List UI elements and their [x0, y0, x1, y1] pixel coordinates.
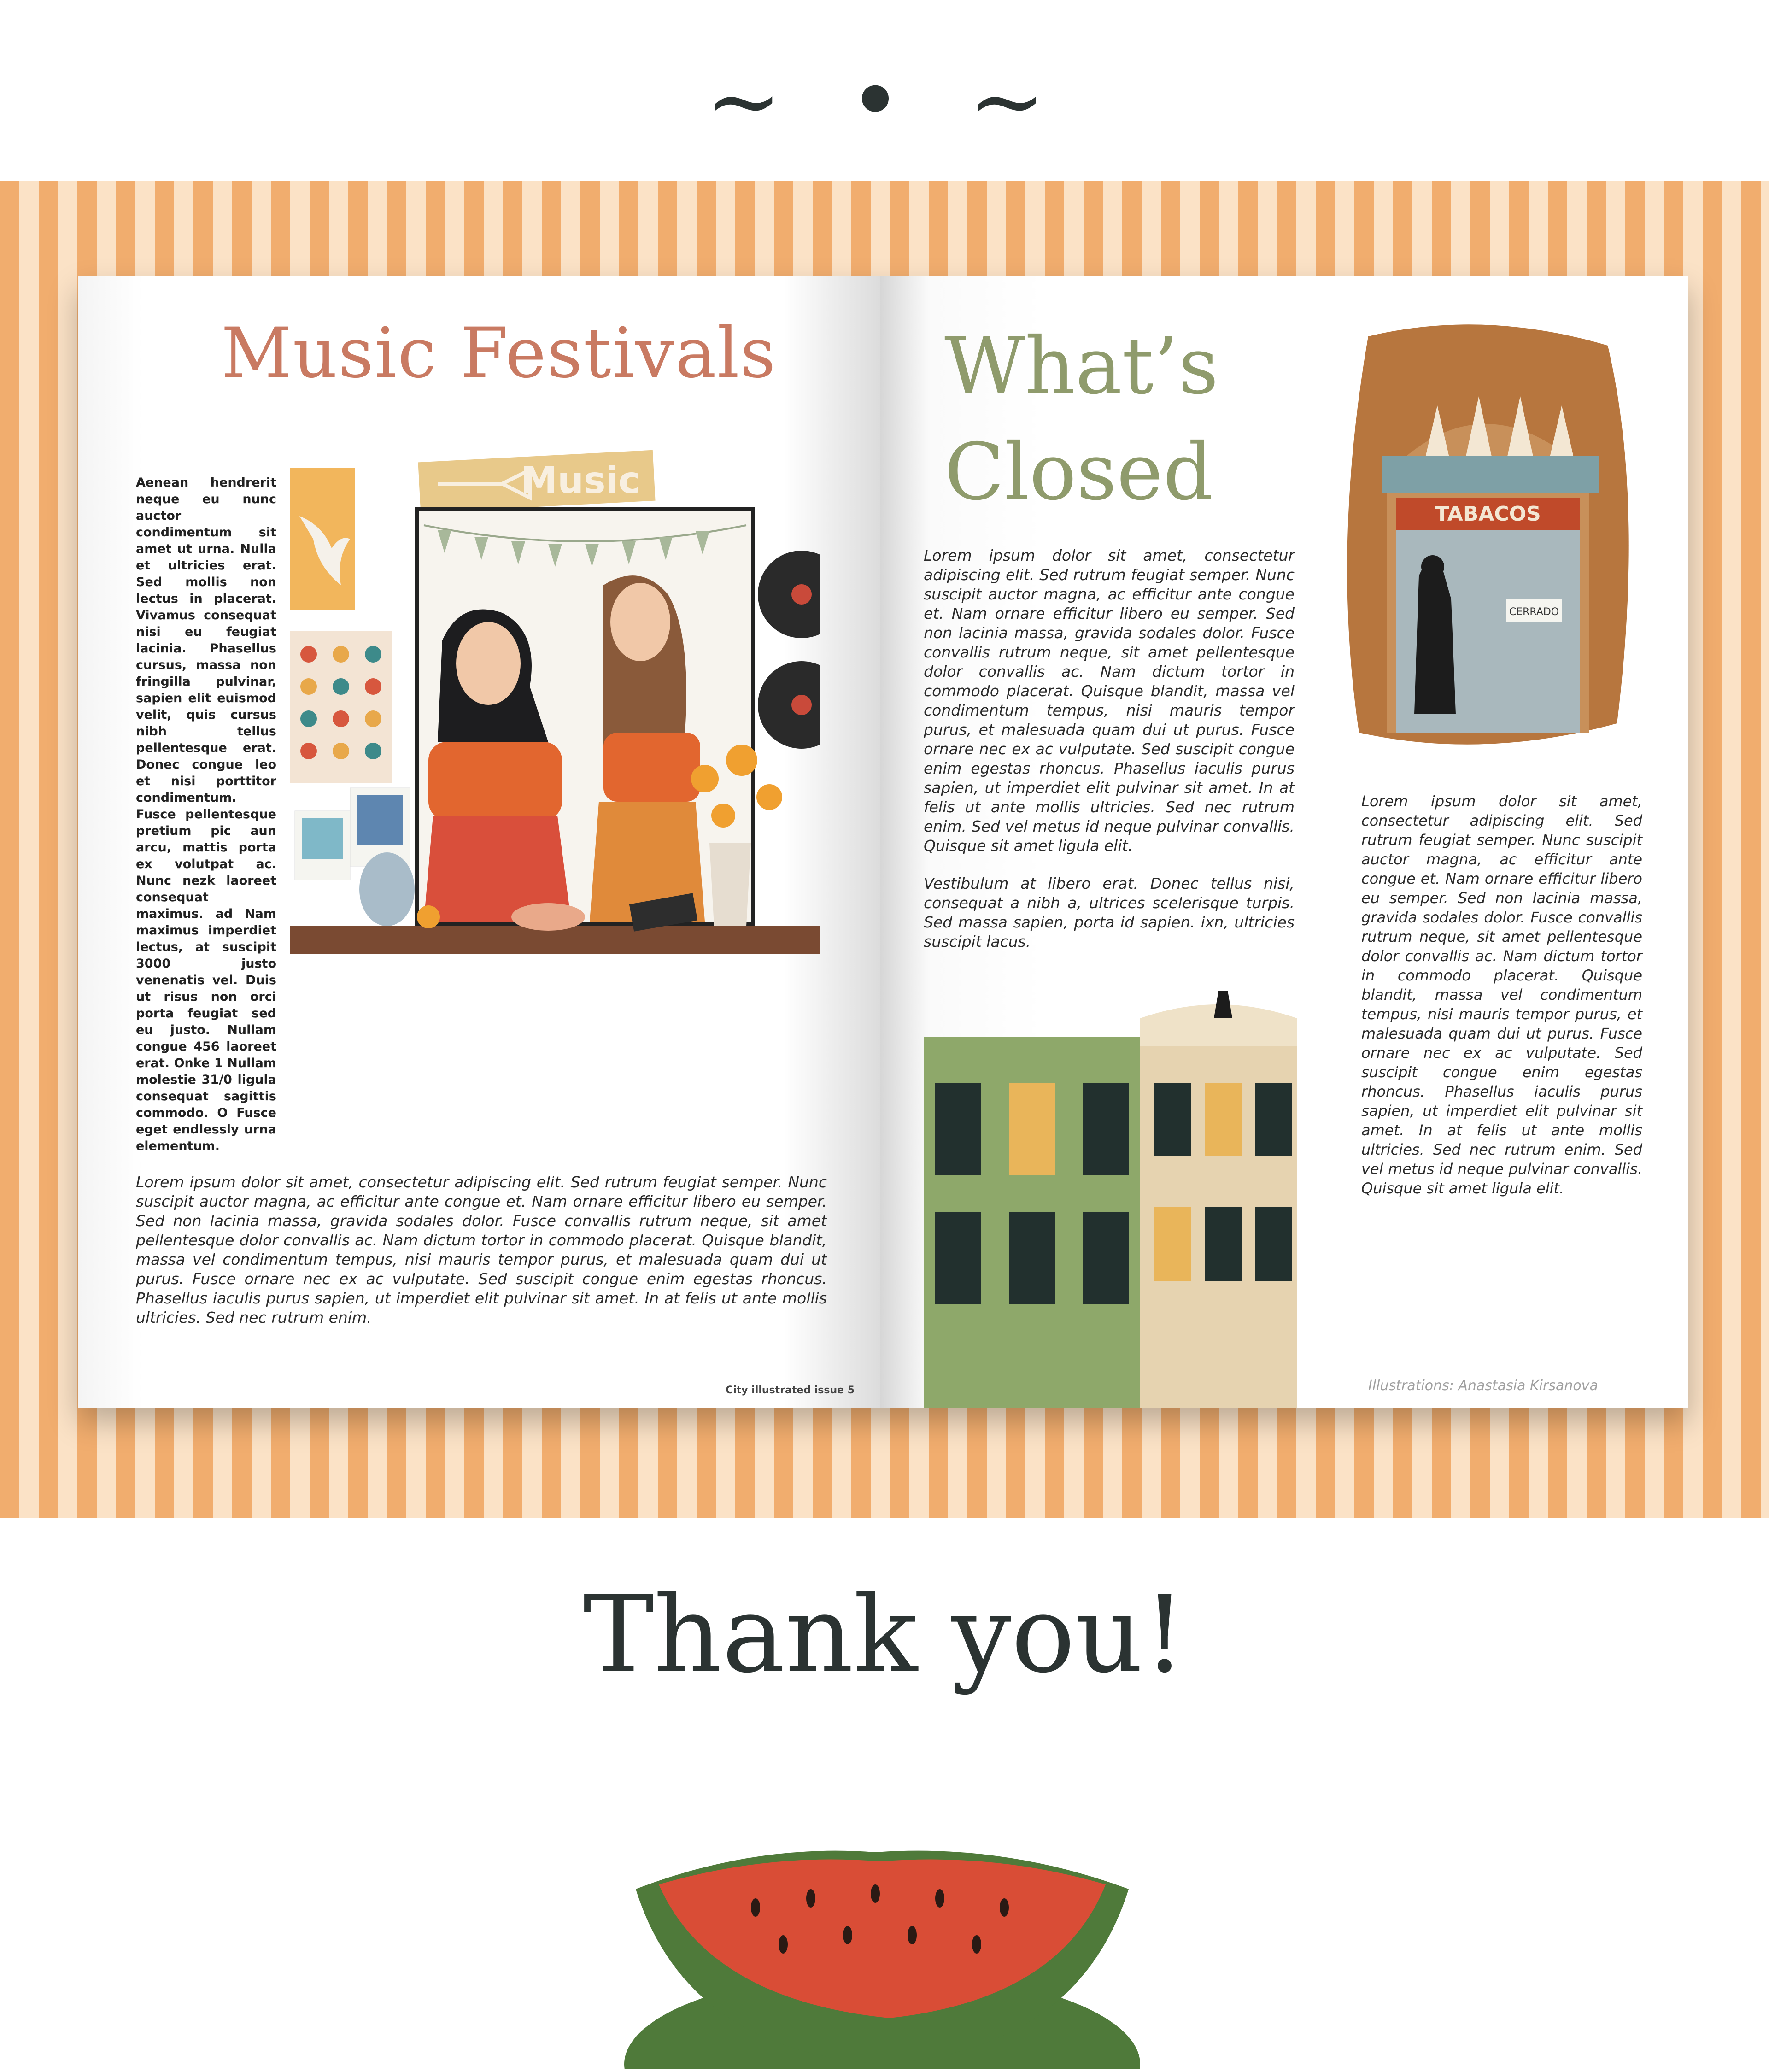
page-title-whats-closed	[944, 313, 1313, 525]
festival-illustration	[290, 447, 820, 963]
right-side-text: Lorem ipsum dolor sit amet, consectetur adipiscing elit. Sed rutrum feugiat semper. Nunc suscipit auctor magna, ac efficitur ante congue et. Nam ornare efficitur libero eu semper. Sed non lacinia massa, gravida sodales dolor. Fusce convallis rutrum neque, sit amet pellentesque dolor convallis ac. Nam dictum tortor in commodo placerat. Quisque blandit, massa vel condimentum tempus, nisi mauris tempor purus, et malesuada quam dui ut purus. Fusce ornare nec ex ac vulputate. Sed suscipit congue enim egestas rhoncus. Phasellus iaculis purus sapien, ut imperdiet elit pulvinar sit amet. In at felis ut ante mollis ultricies. Sed nec rutrum enim. Sed vel metus id neque pulvinar convallis. Quisque sit amet ligula elit.	[1361, 792, 1642, 1197]
vase	[709, 843, 751, 926]
decorative-ornament: ~ • ~	[704, 47, 1065, 155]
left-page	[78, 276, 880, 1408]
tabacos-shop-illustration	[1331, 318, 1635, 760]
powder-compact	[511, 903, 585, 931]
right-page	[880, 276, 1688, 1408]
right-main-paragraph-1: Lorem ipsum dolor sit amet, consectetur adipiscing elit. Sed rutrum feugiat semper. Nunc suscipit auctor magna, ac efficitur ante congue et. Nam ornare efficitur libero eu semper. Sed non lacinia massa, gravida sodales dolor. Fusce convallis rutrum neque, sit amet pellentesque dolor convallis ac. Nam dictum tortor in commodo placerat. Quisque blandit, massa vel condimentum tempus, nisi mauris tempor purus, et malesuada quam dui ut purus. Fusce ornare nec ex ac vulputate. Sed suscipit congue enim egestas rhoncus. Phasellus iaculis purus sapien, ut imperdiet elit pulvinar sit amet. In at felis ut ante mollis ultricies. Sed nec rutrum enim. Sed vel metus id neque pulvinar convallis. Quisque sit amet ligula elit.	[924, 546, 1295, 855]
closed-note-text: CERRADO	[1509, 606, 1559, 618]
right-main-text	[924, 546, 1295, 951]
shop-sign-text: TABACOS	[1435, 502, 1541, 526]
magazine-spread	[78, 276, 1688, 1408]
right-main-paragraph-2: Vestibulum at libero erat. Donec tellus nisi, consequat a nibh a, ultrices scelerisque turpis. Sed massa sapien, porta id sapien. ixn, ultricies suscipit lacus.	[924, 875, 1295, 951]
rooftop-figure	[1214, 991, 1232, 1018]
page-title-music-festivals: Music Festivals	[221, 313, 777, 393]
perfume-bottle	[359, 852, 415, 926]
shop-awning	[1382, 456, 1599, 493]
page-folio: City illustrated issue 5	[726, 1385, 855, 1396]
title-line-2: Closed	[944, 427, 1213, 518]
title-line-1: What’s	[944, 321, 1219, 412]
left-column-text: Aenean hendrerit neque eu nunc auctor condimentum sit amet ut urna. Nulla et ultricies erat. Sed mollis non lectus in placerat. Vivamus consequat nisi eu feugiat lacinia. Phasellus cursus, massa non fringilla pulvinar, sapien elit euismod velit, quis cursus nibh tellus pellentesque erat. Donec congue leo et nisi porttitor condimentum. Fusce pellentesque pretium pic aun arcu, mattis porta ex volutpat ac. Nunc nezk laoreet consequat maximus. ad Nam maximus imperdiet lectus, at suscipit 3000 justo venenatis vel. Duis ut risus non orci porta feugiat sed eu justo. Nullam congue 456 laoreet erat. Onke 1 Nullam molestie 31/0 ligula consequat sagittis commodo. O Fusce eget endlessly urna elementum.	[136, 475, 276, 1153]
left-bottom-text: Lorem ipsum dolor sit amet, consectetur adipiscing elit. Sed rutrum feugiat semper. Nunc suscipit auctor magna, ac efficitur ante congue et. Nam ornare efficitur libero eu semper. Sed non lacinia massa, gravida sodales dolor. Fusce convallis rutrum neque, sit amet pellentesque dolor convallis ac. Nam dictum tortor in commodo placerat. Quisque blandit, massa vel condimentum tempus, nisi mauris tempor purus, et malesuada quam dui ut purus. Fusce ornare nec ex ac vulputate. Sed suscipit congue enim egestas rhoncus. Phasellus iaculis purus sapien, ut imperdiet elit pulvinar sit amet. In at felis ut ante mollis ultricies. Sed nec rutrum enim.	[136, 1173, 827, 1327]
thank-you-heading: Thank you!	[583, 1573, 1186, 1696]
music-banner-word: Music	[521, 459, 640, 502]
buildings-illustration	[924, 991, 1297, 1408]
illustration-credit: Illustrations: Anastasia Kirsanova	[1368, 1378, 1598, 1394]
watermelon-slice	[617, 1834, 1147, 2069]
